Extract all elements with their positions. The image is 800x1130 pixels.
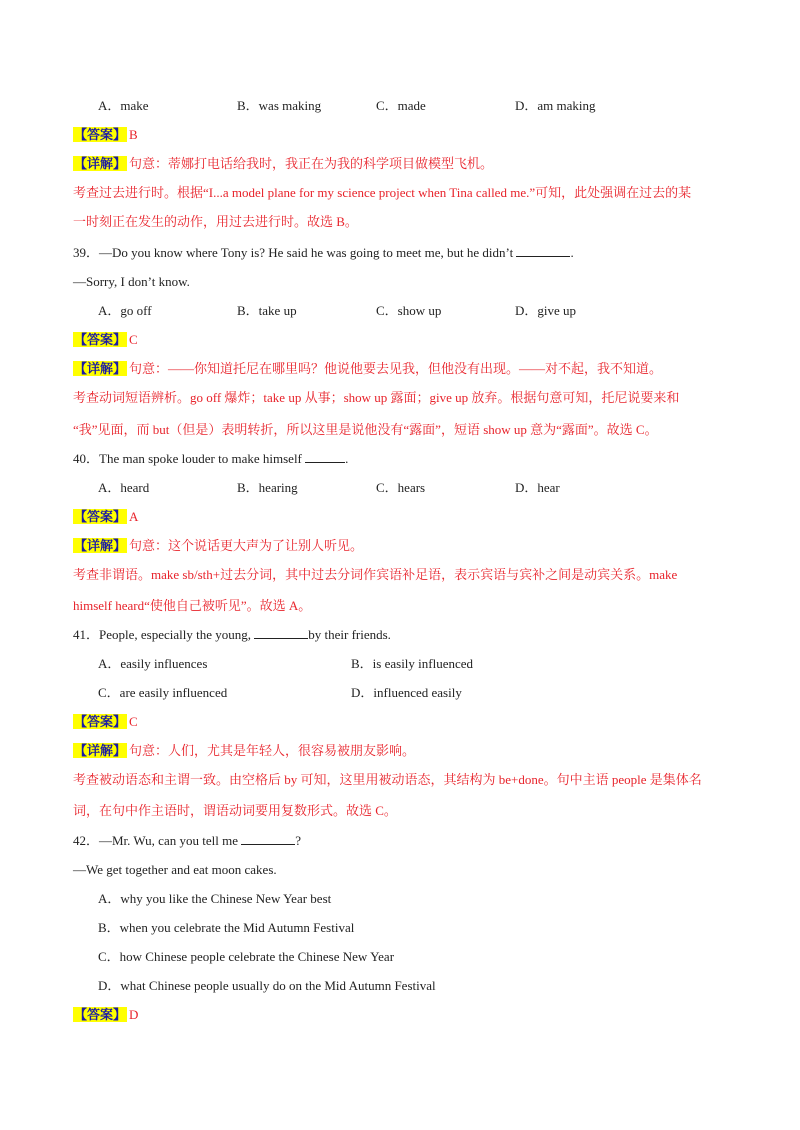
q40-option-a: A．heard [98, 480, 150, 495]
q41-detail-line3: 词，在句中作主语时，谓语动词要用复数形式。故选 C。 [73, 803, 397, 818]
q39-detail-line2: 考查动词短语辨析。go off 爆炸；take up 从事；show up 露面；give up 放弃。根据句意可知，托尼说要来和 [73, 390, 680, 405]
q41-option-d: D．influenced easily [351, 685, 462, 700]
q38-option-c: C．made [376, 98, 426, 113]
answer-tag: 【答案】 [74, 509, 127, 524]
q42-option-d: D．what Chinese people usually do on the Mid Autumn Festival [98, 978, 436, 993]
q38-detail-line3: 一时刻正在发生的动作，用过去进行时。故选 B。 [73, 214, 358, 229]
q39-option-c: C．show up [376, 303, 442, 318]
q41-options-row1 [98, 655, 473, 673]
q39-stem-end: . [570, 245, 574, 260]
q40-option-c: C．hears [376, 480, 426, 495]
q42-answer [73, 1006, 138, 1024]
q38-option-d: D．am making [515, 98, 596, 113]
q41-detail-line2: 考查被动语态和主谓一致。由空格后 by 可知，这里用被动语态，其结构为 be+done。句中主语 people 是集体名 [73, 772, 702, 787]
q39-stem-text: 39．—Do you know where Tony is? He said he was going to meet me, but he didn’t [73, 245, 517, 260]
q40-stem-end: . [345, 451, 349, 466]
detail-tag: 【详解】 [74, 538, 127, 553]
q38-answer [73, 126, 138, 144]
q42-stem [73, 832, 301, 850]
q40-blank [305, 450, 345, 463]
q38-detail [73, 155, 493, 173]
detail-tag: 【详解】 [74, 743, 127, 758]
answer-tag: 【答案】 [74, 714, 127, 729]
q39-options [98, 302, 576, 320]
detail-text: 句意：人们，尤其是年轻人，很容易被朋友影响。 [129, 743, 416, 758]
q40-options [98, 479, 560, 497]
q42-stem-text: 42．—Mr. Wu, can you tell me [73, 833, 242, 848]
q38-options [98, 97, 596, 115]
q41-stem-text: 41．People, especially the young, [73, 627, 255, 642]
q40-option-d: D．hear [515, 480, 560, 495]
detail-text: 句意：——你知道托尼在哪里吗？他说他要去见我，但他没有出现。——对不起，我不知道。 [129, 361, 663, 376]
q41-detail [73, 742, 415, 760]
q42-reply: —We get together and eat moon cakes. [73, 862, 277, 877]
q38-option-a: A．make [98, 98, 149, 113]
q42-option-b: B．when you celebrate the Mid Autumn Festival [98, 920, 355, 935]
answer-value: A [129, 509, 139, 524]
q38-detail-line2: 考查过去进行时。根据“I...a model plane for my science project when Tina called me.”可知，此处强调在过去的某 [73, 185, 692, 200]
q41-stem [73, 626, 391, 644]
q42-stem-end: ? [295, 833, 301, 848]
q42-option-c: C．how Chinese people celebrate the Chinese New Year [98, 949, 395, 964]
q39-answer [73, 331, 138, 349]
q42-option-a: A．why you like the Chinese New Year best [98, 891, 332, 906]
detail-text: 句意：蒂娜打电话给我时，我正在为我的科学项目做模型飞机。 [129, 156, 494, 171]
q40-detail-line2: 考查非谓语。make sb/sth+过去分词，其中过去分词作宾语补足语，表示宾语与宾补之间是动宾关系。make [73, 567, 678, 582]
answer-value: C [129, 714, 138, 729]
q41-option-a: A．easily influences [98, 656, 208, 671]
answer-value: C [129, 332, 138, 347]
q38-option-b: B．was making [237, 98, 322, 113]
q39-detail-line3: “我”见面，而 but（但是）表明转折，所以这里是说他没有“露面”，短语 show up 意为“露面”。故选 C。 [73, 422, 658, 437]
q42-blank [241, 832, 295, 845]
answer-tag: 【答案】 [74, 332, 127, 347]
q40-detail-line3: himself heard“使他自己被听见”。故选 A。 [73, 598, 312, 613]
detail-tag: 【详解】 [74, 361, 127, 376]
answer-tag: 【答案】 [74, 127, 127, 142]
detail-text: 句意：这个说话更大声为了让别人听见。 [129, 538, 364, 553]
q41-options-row2 [98, 684, 462, 702]
q39-stem [73, 244, 574, 262]
q39-detail [73, 360, 662, 378]
q40-detail [73, 537, 363, 555]
q40-answer [73, 508, 138, 526]
q39-blank [516, 244, 570, 257]
q39-option-d: D．give up [515, 303, 577, 318]
answer-value: D [129, 1007, 139, 1022]
q41-blank [254, 626, 308, 639]
q40-option-b: B．hearing [237, 480, 298, 495]
q39-option-a: A．go off [98, 303, 152, 318]
q40-stem [73, 450, 348, 468]
q41-stem-end: by their friends. [308, 627, 391, 642]
q41-answer [73, 713, 138, 731]
q39-reply: —Sorry, I don’t know. [73, 274, 190, 289]
q41-option-c: C．are easily influenced [98, 685, 228, 700]
detail-tag: 【详解】 [74, 156, 127, 171]
q40-stem-text: 40．The man spoke louder to make himself [73, 451, 306, 466]
q39-option-b: B．take up [237, 303, 297, 318]
q41-option-b: B．is easily influenced [351, 656, 474, 671]
answer-value: B [129, 127, 138, 142]
answer-tag: 【答案】 [74, 1007, 127, 1022]
